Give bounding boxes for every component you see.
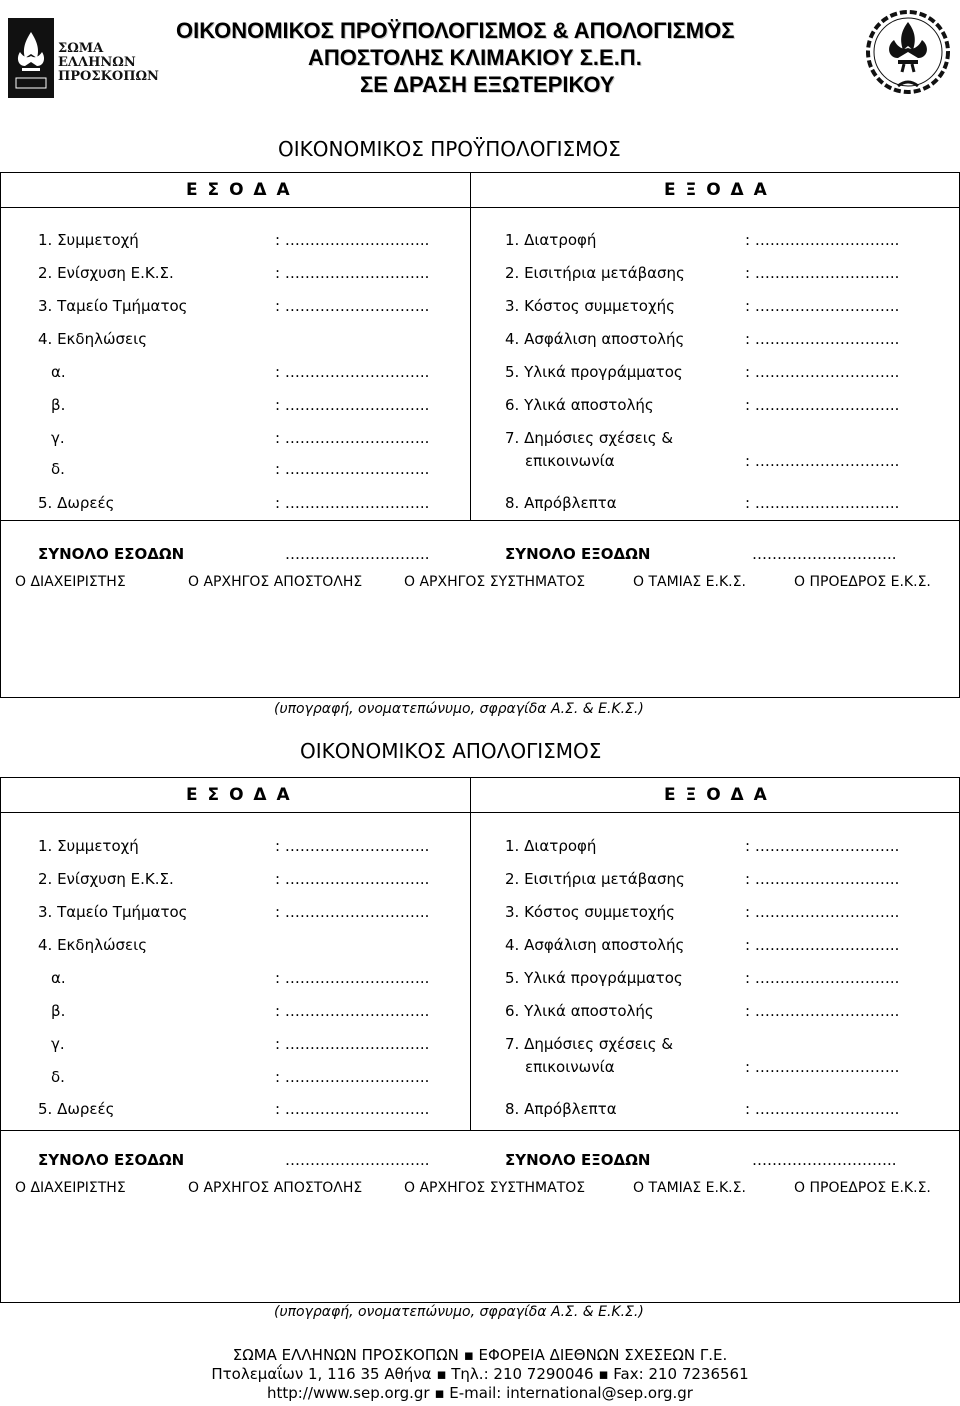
expense-item-value[interactable]: : ………………………..: [745, 1058, 900, 1076]
expense-item-value[interactable]: : ………………………..: [745, 837, 900, 855]
income-item-value[interactable]: : ………………………..: [275, 1068, 430, 1086]
income-item-label: δ.: [51, 1068, 65, 1086]
expense-item-value[interactable]: : ………………………..: [745, 969, 900, 987]
income-item-value[interactable]: : ………………………..: [275, 1002, 430, 1020]
total-income-value[interactable]: ………………………..: [285, 1151, 430, 1169]
total-expense-value[interactable]: ………………………..: [752, 1151, 897, 1169]
expense-item-label: 1. Διατροφή: [505, 231, 597, 249]
signatory-label: Ο ΠΡΟΕΔΡΟΣ Ε.Κ.Σ.: [794, 1180, 931, 1196]
expense-item-label: 3. Κόστος συμμετοχής: [505, 903, 675, 921]
signatory-label: Ο ΑΡΧΗΓΟΣ ΑΠΟΣΤΟΛΗΣ: [188, 574, 363, 590]
expense-item-label: 8. Απρόβλεπτα: [505, 1100, 617, 1118]
budget-heading: ΟΙΚΟΝΟΜΙΚΟΣ ΠΡΟΫΠΟΛΟΓΙΣΜΟΣ: [278, 137, 621, 161]
expense-item-value[interactable]: : ………………………..: [745, 1002, 900, 1020]
income-item-value[interactable]: : ………………………..: [275, 494, 430, 512]
income-item-value[interactable]: : ………………………..: [275, 870, 430, 888]
income-item-label: γ.: [51, 1035, 65, 1053]
expense-item-label: 5. Υλικά προγράμματος: [505, 363, 683, 381]
org-name: [58, 42, 159, 84]
expense-item-label: 4. Ασφάλιση αποστολής: [505, 330, 685, 348]
sep-logo: [8, 18, 159, 98]
expense-item-value[interactable]: : ………………………..: [745, 870, 900, 888]
footer-line: ΣΩΜΑ ΕΛΛΗΝΩΝ ΠΡΟΣΚΟΠΩΝ ▪ ΕΦΟΡΕΙΑ ΔΙΕΘΝΩΝ ΣΧΕΣΕΩΝ Γ.Ε.: [232, 1346, 728, 1364]
expense-item-label: επικοινωνία: [525, 1058, 615, 1076]
income-item-label: α.: [51, 363, 66, 381]
signatory-label: Ο ΤΑΜΙΑΣ Ε.Κ.Σ.: [633, 574, 746, 590]
expense-item-label: 7. Δημόσιες σχέσεις &: [505, 1035, 674, 1053]
income-item-value[interactable]: : ………………………..: [275, 363, 430, 381]
expense-header: Ε Ξ Ο Δ Α: [664, 785, 769, 805]
expense-item-label: 5. Υλικά προγράμματος: [505, 969, 683, 987]
income-item-label: 2. Ενίσχυση Ε.Κ.Σ.: [38, 870, 174, 888]
expense-item-label: 2. Εισιτήρια μετάβασης: [505, 870, 685, 888]
expense-item-value[interactable]: : ………………………..: [745, 297, 900, 315]
expense-item-label: 1. Διατροφή: [505, 837, 597, 855]
signatory-label: Ο ΔΙΑΧΕΙΡΙΣΤΗΣ: [15, 1180, 126, 1196]
income-item-value[interactable]: : ………………………..: [275, 297, 430, 315]
expense-item-value[interactable]: : ………………………..: [745, 330, 900, 348]
income-item-label: β.: [51, 1002, 66, 1020]
budget-header-row: [0, 172, 960, 208]
total-expense-label: ΣΥΝΟΛΟ ΕΞΟΔΩΝ: [505, 545, 651, 563]
income-item-label: 4. Εκδηλώσεις: [38, 330, 148, 348]
income-item-value[interactable]: : ………………………..: [275, 429, 430, 447]
income-item-value[interactable]: : ………………………..: [275, 396, 430, 414]
income-item-value[interactable]: : ………………………..: [275, 903, 430, 921]
signature-note: (υπογραφή, ονοματεπώνυμο, σφραγίδα Α.Σ. & Ε.Κ.Σ.): [274, 701, 644, 717]
org-name-line: ΕΛΛΗΝΩΝ: [58, 55, 136, 70]
income-item-label: 3. Ταμείο Τμήματος: [38, 903, 188, 921]
expense-item-value[interactable]: : ………………………..: [745, 936, 900, 954]
total-income-label: ΣΥΝΟΛΟ ΕΣΟΔΩΝ: [38, 545, 185, 563]
income-item-label: γ.: [51, 429, 65, 447]
column-divider: [470, 777, 471, 1130]
footer-line: Πτολεμαΐων 1, 116 35 Αθήνα ▪ Τηλ.: 210 7290046 ▪ Fax: 210 7236561: [211, 1365, 749, 1383]
expense-item-value[interactable]: : ………………………..: [745, 396, 900, 414]
income-item-label: 3. Ταμείο Τμήματος: [38, 297, 188, 315]
signatory-label: Ο ΑΡΧΗΓΟΣ ΑΠΟΣΤΟΛΗΣ: [188, 1180, 363, 1196]
income-item-label: 2. Ενίσχυση Ε.Κ.Σ.: [38, 264, 174, 282]
income-header: Ε Σ Ο Δ Α: [186, 180, 292, 200]
expense-item-label: 6. Υλικά αποστολής: [505, 396, 654, 414]
signature-note: (υπογραφή, ονοματεπώνυμο, σφραγίδα Α.Σ. & Ε.Κ.Σ.): [274, 1304, 644, 1320]
expense-item-label: 2. Εισιτήρια μετάβασης: [505, 264, 685, 282]
income-item-label: 1. Συμμετοχή: [38, 837, 139, 855]
report-header-row: [0, 777, 960, 813]
expense-item-label: 8. Απρόβλεπτα: [505, 494, 617, 512]
document-title-line: ΑΠΟΣΤΟΛΗΣ ΚΛΙΜΑΚΙΟΥ Σ.Ε.Π.: [308, 45, 642, 70]
expense-item-label: 3. Κόστος συμμετοχής: [505, 297, 675, 315]
signatory-label: Ο ΑΡΧΗΓΟΣ ΣΥΣΤΗΜΑΤΟΣ: [404, 1180, 586, 1196]
expense-item-value[interactable]: : ………………………..: [745, 1100, 900, 1118]
income-item-label: 4. Εκδηλώσεις: [38, 936, 148, 954]
income-item-value[interactable]: : ………………………..: [275, 460, 430, 478]
org-name-line: ΠΡΟΣΚΟΠΩΝ: [58, 69, 159, 84]
document-title-line: ΣΕ ΔΡΑΣΗ ΕΞΩΤΕΡΙΚΟΥ: [360, 72, 615, 97]
total-income-label: ΣΥΝΟΛΟ ΕΣΟΔΩΝ: [38, 1151, 185, 1169]
income-item-label: 5. Δωρεές: [38, 494, 115, 512]
expense-item-value[interactable]: : ………………………..: [745, 231, 900, 249]
income-item-value[interactable]: : ………………………..: [275, 837, 430, 855]
income-item-label: 1. Συμμετοχή: [38, 231, 139, 249]
income-item-value[interactable]: : ………………………..: [275, 231, 430, 249]
scout-fleur-de-lis-icon: [862, 6, 954, 98]
expense-item-value[interactable]: : ………………………..: [745, 363, 900, 381]
expense-item-value[interactable]: : ………………………..: [745, 903, 900, 921]
income-item-value[interactable]: : ………………………..: [275, 1035, 430, 1053]
expense-item-label: 4. Ασφάλιση αποστολής: [505, 936, 685, 954]
income-item-value[interactable]: : ………………………..: [275, 969, 430, 987]
income-header: Ε Σ Ο Δ Α: [186, 785, 292, 805]
total-expense-label: ΣΥΝΟΛΟ ΕΞΟΔΩΝ: [505, 1151, 651, 1169]
expense-item-label: 6. Υλικά αποστολής: [505, 1002, 654, 1020]
income-item-value[interactable]: : ………………………..: [275, 1100, 430, 1118]
expense-header: Ε Ξ Ο Δ Α: [664, 180, 769, 200]
income-item-label: α.: [51, 969, 66, 987]
income-item-value[interactable]: : ………………………..: [275, 264, 430, 282]
income-item-label: δ.: [51, 460, 65, 478]
expense-item-value[interactable]: : ………………………..: [745, 452, 900, 470]
expense-item-label: 7. Δημόσιες σχέσεις &: [505, 429, 674, 447]
expense-item-value[interactable]: : ………………………..: [745, 264, 900, 282]
footer-line: http://www.sep.org.gr ▪ E-mail: international@sep.org.gr: [267, 1384, 693, 1402]
expense-item-value[interactable]: : ………………………..: [745, 494, 900, 512]
total-expense-value[interactable]: ………………………..: [752, 545, 897, 563]
signatory-label: Ο ΑΡΧΗΓΟΣ ΣΥΣΤΗΜΑΤΟΣ: [404, 574, 586, 590]
document-title-line: ΟΙΚΟΝΟΜΙΚΟΣ ΠΡΟΫΠΟΛΟΓΙΣΜΟΣ & ΑΠΟΛΟΓΙΣΜΟΣ: [176, 18, 735, 43]
expense-item-label: επικοινωνία: [525, 452, 615, 470]
income-item-label: 5. Δωρεές: [38, 1100, 115, 1118]
column-divider: [470, 172, 471, 520]
signatory-label: Ο ΠΡΟΕΔΡΟΣ Ε.Κ.Σ.: [794, 574, 931, 590]
signatory-label: Ο ΔΙΑΧΕΙΡΙΣΤΗΣ: [15, 574, 126, 590]
income-item-label: β.: [51, 396, 66, 414]
signatory-label: Ο ΤΑΜΙΑΣ Ε.Κ.Σ.: [633, 1180, 746, 1196]
org-name-line: ΣΩΜΑ: [58, 41, 104, 56]
scout-emblem-icon: [8, 18, 54, 98]
total-income-value[interactable]: ………………………..: [285, 545, 430, 563]
report-heading: ΟΙΚΟΝΟΜΙΚΟΣ ΑΠΟΛΟΓΙΣΜΟΣ: [300, 739, 602, 763]
